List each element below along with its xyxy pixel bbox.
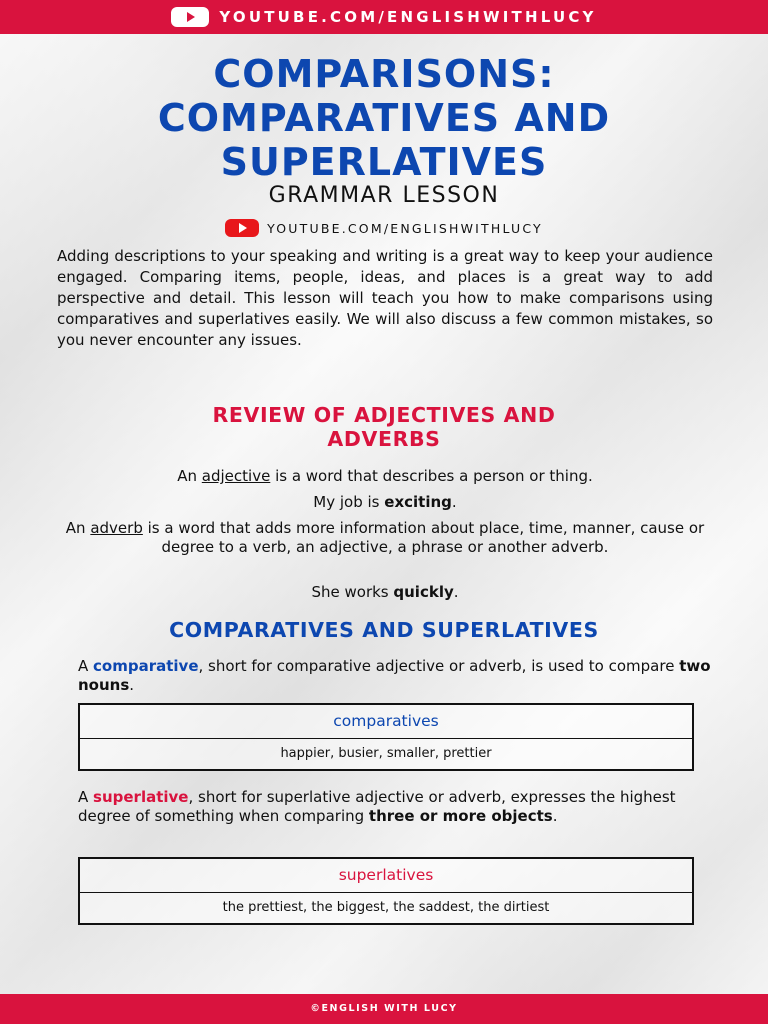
comparative-term: comparative xyxy=(93,657,199,675)
footer-bar: ©ENGLISH WITH LUCY xyxy=(0,994,768,1024)
section-heading-comparisons: COMPARATIVES AND SUPERLATIVES xyxy=(169,618,599,642)
superlatives-table-cell: the prettiest, the biggest, the saddest, the dirtiest xyxy=(222,900,550,915)
superlatives-table-header: superlatives xyxy=(80,859,692,893)
superlative-term: superlative xyxy=(93,788,189,806)
comparatives-table-header: comparatives xyxy=(80,705,692,739)
source-url[interactable]: YOUTUBE.COM/ENGLISHWITHLUCY xyxy=(267,220,543,236)
review-heading-line-2: ADVERBS xyxy=(327,427,441,451)
page-subtitle: GRAMMAR LESSON xyxy=(268,183,500,208)
adjective-definition: An adjective is a word that describes a person or thing. xyxy=(177,467,593,485)
header-url[interactable]: YOUTUBE.COM/ENGLISHWITHLUCY xyxy=(219,8,597,26)
comparatives-table-cell: happier, busier, smaller, prettier xyxy=(280,746,492,761)
source-url-line xyxy=(0,219,768,237)
youtube-icon xyxy=(171,7,209,27)
youtube-icon xyxy=(225,219,259,237)
adverb-example: She works quickly. xyxy=(311,583,459,601)
adjective-term: adjective xyxy=(201,467,271,485)
intro-paragraph: Adding descriptions to your speaking and writing is a great way to keep your audience engaged. Comparing items, people, ideas, and places is a great way to add perspective and detail. This lesson will teach you how to make comparisons using comparatives and superlatives easily. We will also discuss a few common mistakes, so you never encounter any issues. xyxy=(57,247,713,349)
section-heading-review xyxy=(0,403,768,451)
title-line-2: COMPARATIVES AND xyxy=(157,96,611,140)
title-line-1: COMPARISONS: xyxy=(213,52,555,96)
superlative-definition: A superlative, short for superlative adjective or adverb, expresses the highest degree of something when comparing three or more objects. xyxy=(78,788,676,825)
header-bar xyxy=(0,0,768,34)
comparatives-table xyxy=(78,703,694,771)
adverb-definition: An adverb is a word that adds more information about place, time, manner, cause or degree to a verb, an adjective, a phrase or another adverb. xyxy=(65,519,705,556)
adjective-example: My job is exciting. xyxy=(313,493,457,511)
superlatives-table xyxy=(78,857,694,925)
comparative-definition: A comparative, short for comparative adjective or adverb, is used to compare two nouns. xyxy=(78,657,711,694)
title-line-3: SUPERLATIVES xyxy=(220,140,548,184)
page-title xyxy=(0,52,768,184)
review-heading-line-1: REVIEW OF ADJECTIVES AND xyxy=(212,403,556,427)
adverb-term: adverb xyxy=(90,519,143,537)
